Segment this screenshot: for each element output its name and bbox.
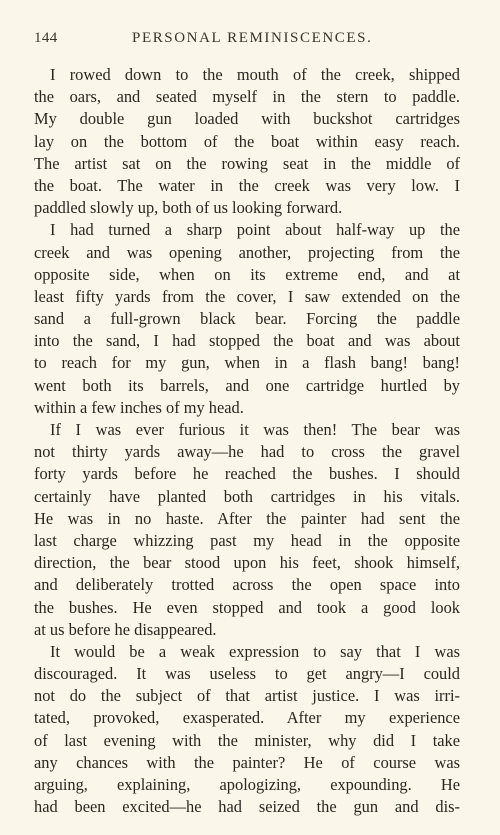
page-number: 144 — [34, 30, 58, 46]
text-line: certainly have planted both cartridges in his vitals. — [34, 486, 460, 506]
text-line: the bushes. He even stopped and took a good look — [34, 597, 460, 617]
text-line: any chances with the painter? He of course was — [34, 752, 460, 772]
text-line: had been excited—he had seized the gun and dis- — [34, 797, 460, 817]
text-line: the boat. The water in the creek was very low. I — [34, 175, 460, 195]
text-line: lay on the bottom of the boat within easy reach. — [34, 131, 460, 151]
text-line: at us before he disappeared. — [34, 619, 217, 639]
text-line: creek and was opening another, projecting from the — [34, 242, 460, 262]
text-line: least fifty yards from the cover, I saw extended on the — [34, 286, 460, 306]
running-head: PERSONAL REMINISCENCES. — [132, 30, 373, 46]
text-line: of last evening with the minister, why did I take — [34, 730, 460, 750]
text-line: The artist sat on the rowing seat in the middle of — [34, 153, 460, 173]
text-line: direction, the bear stood upon his feet, shook himself, — [34, 553, 460, 573]
text-line: into the sand, I had stopped the boat and was about — [34, 331, 460, 351]
text-line: opposite side, when on its extreme end, and at — [34, 264, 460, 284]
text-line: tated, provoked, exasperated. After my experience — [34, 708, 460, 728]
text-line: and deliberately trotted across the open space into — [34, 575, 460, 595]
text-line: discouraged. It was useless to get angry—I could — [34, 664, 460, 684]
text-line: to reach for my gun, when in a flash bang! bang! — [34, 353, 460, 373]
text-line: the oars, and seated myself in the stern to paddle. — [34, 87, 460, 107]
text-line: My double gun loaded with buckshot cartridges — [34, 109, 460, 129]
text-line: paddled slowly up, both of us looking forward. — [34, 198, 343, 218]
text-line: sand a full-grown black bear. Forcing the paddle — [34, 309, 460, 329]
text-line: not thirty yards away—he had to cross the gravel — [34, 442, 460, 462]
text-line: I had turned a sharp point about half-way up the — [50, 220, 460, 240]
text-line: went both its barrels, and one cartridge hurtled by — [34, 375, 460, 395]
page-header — [34, 30, 466, 52]
text-line: He was in no haste. After the painter had sent the — [34, 508, 460, 528]
text-line: forty yards before he reached the bushes. I should — [34, 464, 460, 484]
text-line: If I was ever furious it was then! The bear was — [50, 420, 460, 439]
text-line: within a few inches of my head. — [34, 397, 244, 417]
body-text — [34, 64, 460, 818]
text-line: I rowed down to the mouth of the creek, shipped — [50, 65, 460, 84]
text-line: not do the subject of that artist justice. I was irri- — [34, 686, 460, 706]
text-line: It would be a weak expression to say that I was — [50, 641, 460, 661]
text-line: last charge whizzing past my head in the opposite — [34, 530, 460, 550]
text-line: arguing, explaining, apologizing, expounding. He — [34, 775, 460, 794]
